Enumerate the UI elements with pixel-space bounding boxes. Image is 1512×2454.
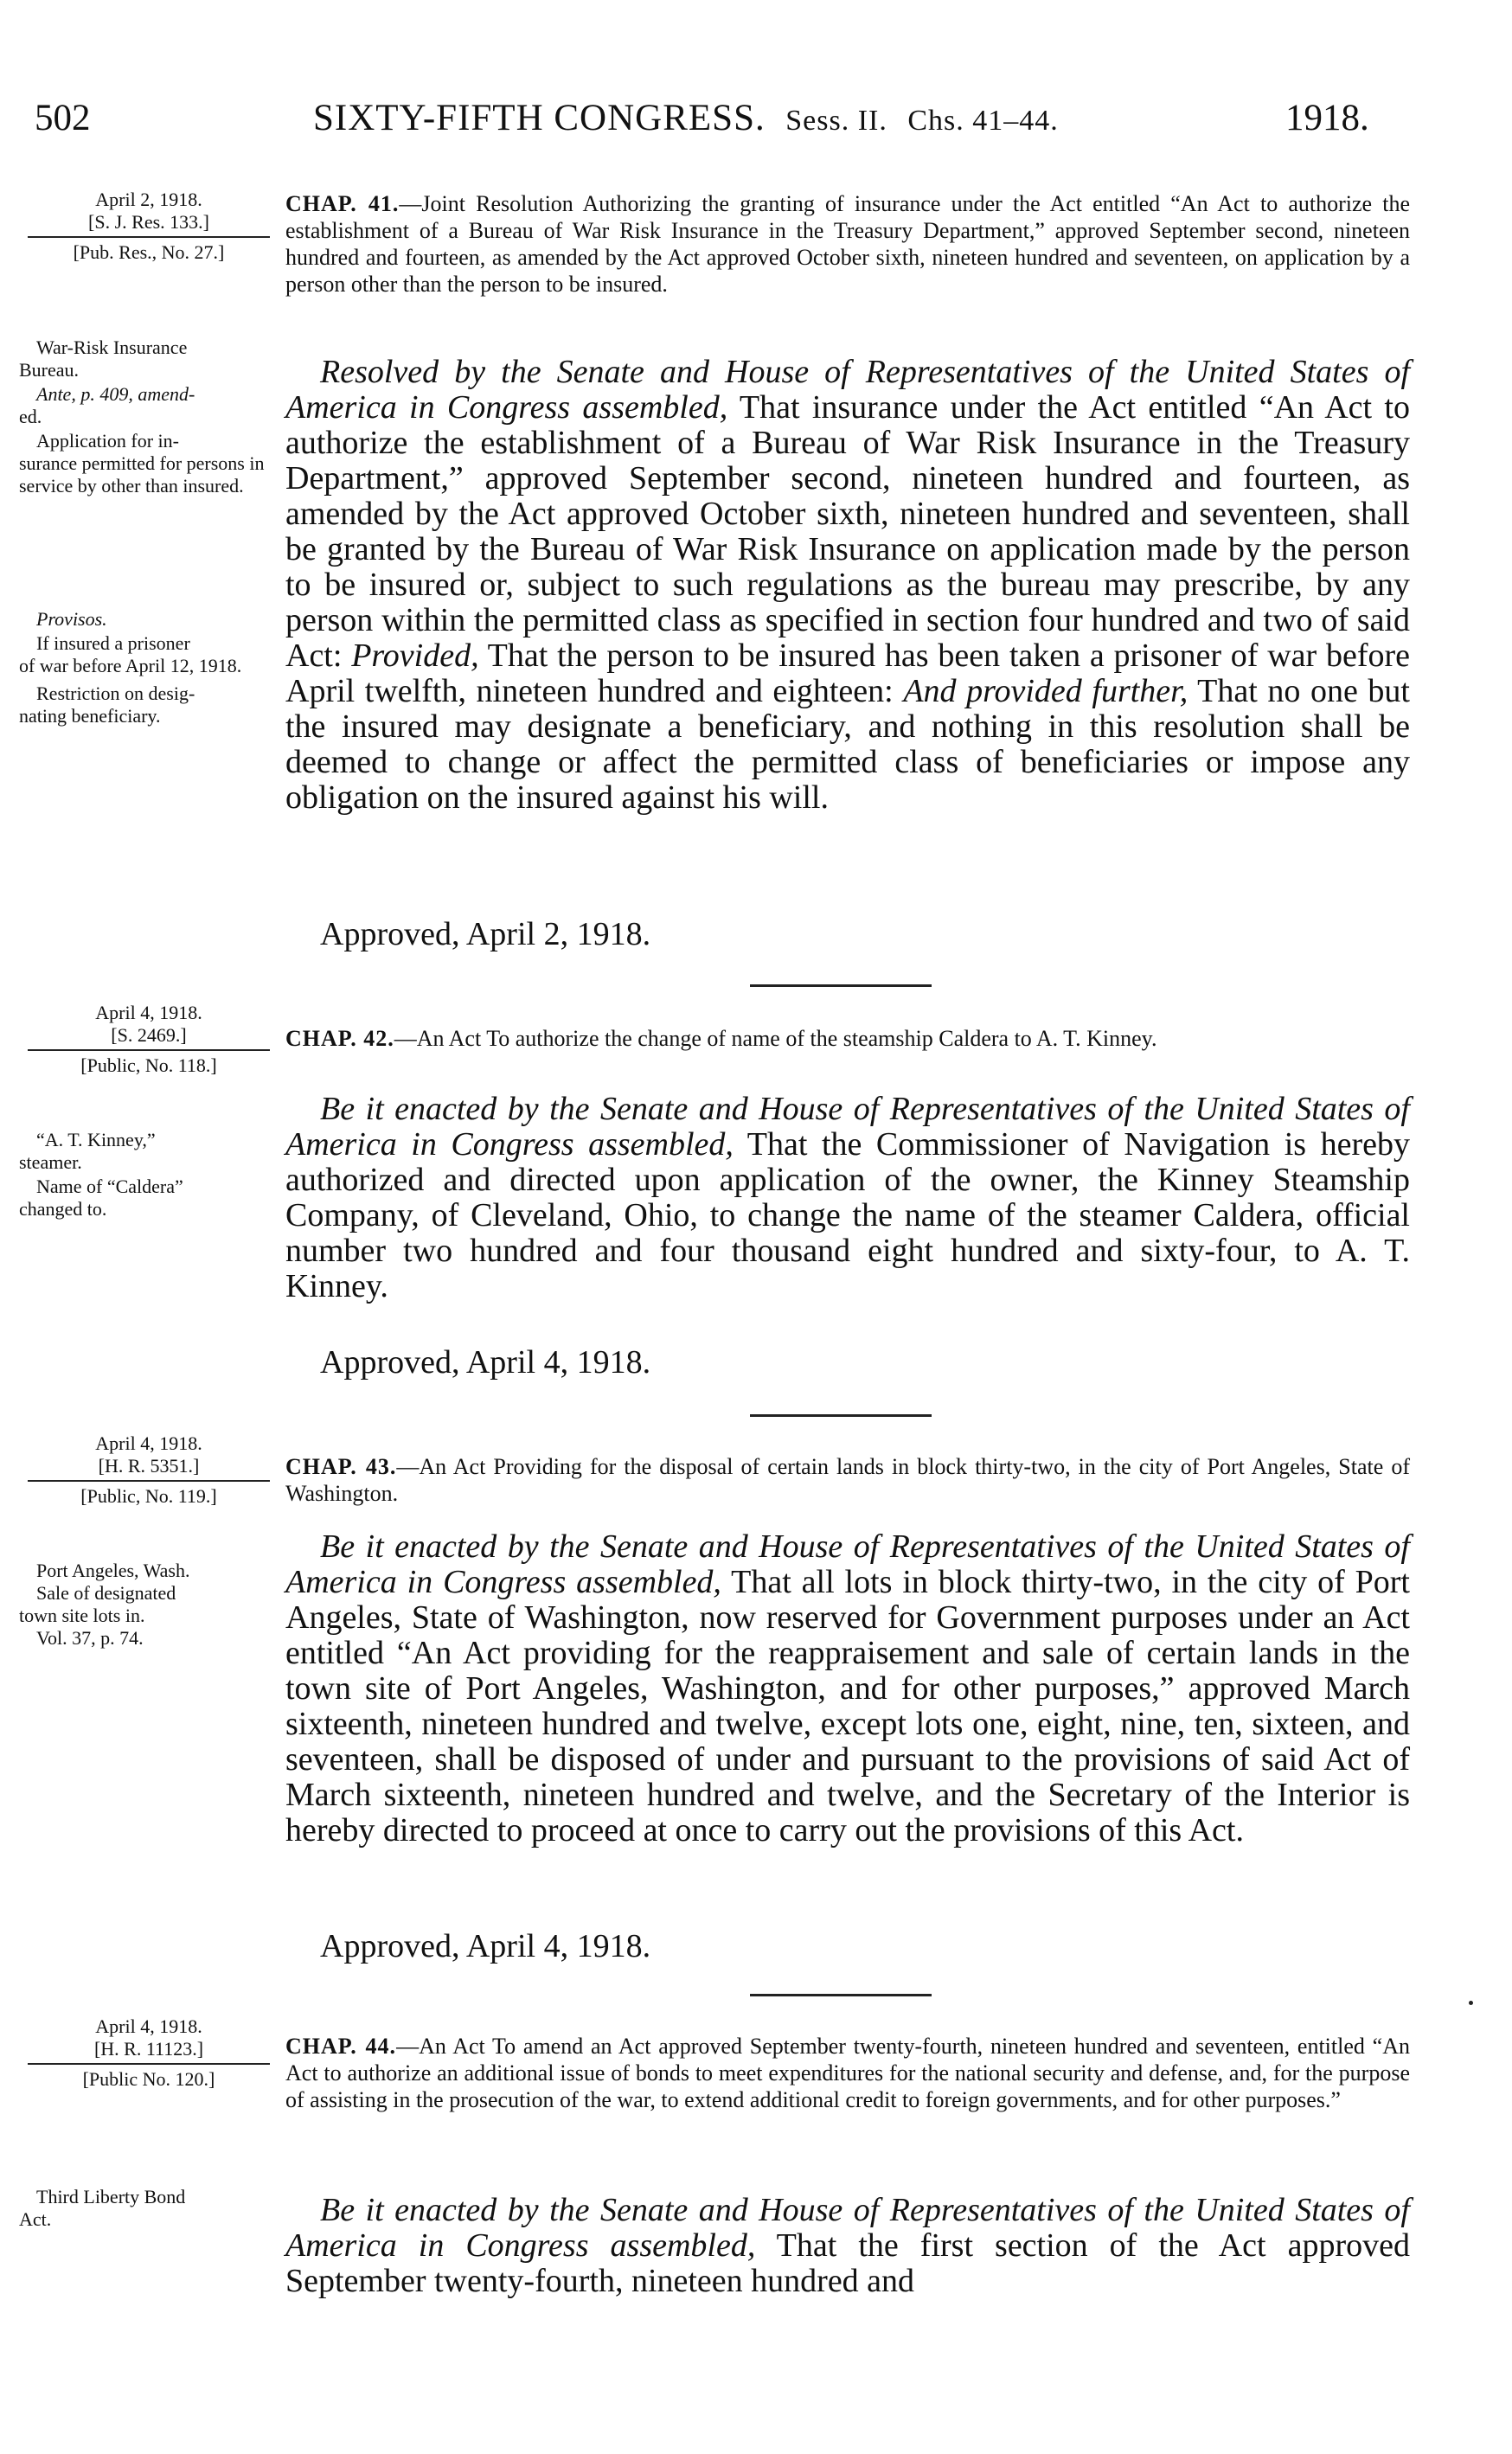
approval-date: April 2, 1918. xyxy=(95,189,202,210)
proviso-marker: And provided further, xyxy=(903,673,1188,709)
public-number: [Public, No. 119.] xyxy=(80,1485,217,1507)
side-note: Restriction on desig- nating beneficiary. xyxy=(19,682,195,727)
bill-number: [H. R. 11123.] xyxy=(93,2038,204,2060)
side-note: If insured a prisoner of war before April 12, 1918. xyxy=(19,632,242,676)
side-note: Name of “Caldera” changed to. xyxy=(19,1176,183,1220)
provisos-heading: Provisos. xyxy=(36,608,107,630)
enacting-clause: Be it enacted by the Senate and House of Representatives of the United States of America in Congress assembled, xyxy=(285,1528,1410,1600)
bill-number: [S. 2469.] xyxy=(111,1024,187,1046)
history-block xyxy=(19,1002,279,1077)
chapter-title: CHAP. 44.—An Act To amend an Act approved September twenty-fourth, nineteen hundred and seventeen, entitled “An Act to authorize an additional issue of bonds to meet expenditures for the national security and defense, and, for the purpose of assisting in the prosecution of the war, to extend additional credit to foreign governments, and for other purposes.” xyxy=(285,2034,1410,2112)
history-block xyxy=(19,189,279,264)
bill-number: [H. R. 5351.] xyxy=(98,1455,200,1477)
public-number: [Pub. Res., No. 27.] xyxy=(73,241,225,263)
proviso-marker: Provided, xyxy=(351,638,479,674)
margin-notes-chap-43 xyxy=(19,1432,279,1650)
approval-line: Approved, April 2, 1918. xyxy=(320,916,651,952)
side-note: Ante, p. 409, amend- ed. xyxy=(19,383,195,427)
approval-line: Approved, April 4, 1918. xyxy=(320,1928,651,1964)
history-rule xyxy=(28,1049,270,1051)
enacting-clause: Resolved by the Senate and House of Representatives of the United States of America in Congress assembled, xyxy=(285,354,1410,426)
section-separator xyxy=(750,984,932,987)
congress-title: SIXTY-FIFTH CONGRESS. xyxy=(313,98,766,138)
margin-notes-chap-41 xyxy=(19,189,279,727)
chapter-title: CHAP. 42.—An Act To authorize the change of name of the steamship Caldera to A. T. Kinney. xyxy=(285,1026,1157,1051)
history-block xyxy=(19,1432,279,1508)
header-year: 1918. xyxy=(1285,98,1369,138)
page-number: 502 xyxy=(35,98,91,138)
side-note: War-Risk Insurance Bureau. xyxy=(19,336,188,381)
chapter-label: CHAP. 42. xyxy=(285,1026,394,1051)
margin-notes-chap-42 xyxy=(19,1002,279,1221)
approval-date: April 4, 1918. xyxy=(95,2015,202,2037)
side-note: Sale of designated town site lots in. xyxy=(19,1582,176,1626)
section-separator xyxy=(750,1994,932,1996)
history-rule xyxy=(28,236,270,238)
running-title xyxy=(313,97,1059,139)
enacting-clause: Be it enacted by the Senate and House of Representatives of the United States of America in Congress assembled, xyxy=(285,2192,1410,2264)
chapter-label: CHAP. 41. xyxy=(285,191,400,216)
approval-date: April 4, 1918. xyxy=(95,1002,202,1023)
chapter-body: Resolved by the Senate and House of Representatives of the United States of America in Congress assembled, That insurance under the Act entitled “An Act to authorize the establishment of a Bureau of War Risk Insurance in the Treasury Department,” approved September second, nineteen hundred and fourteen, as amended by the Act approved October sixth, nineteen hundred and seventeen, shall be granted by the Bureau of War Risk Insurance on application made by the person to be insured or, subject to such regulations as the bureau may prescribe, by any person within the permitted class as specified in section four hundred and two of said Act: Provided, That the person to be insured has been taken a prisoner of war before April twelfth, nineteen hundred and eighteen: And provided further, That no one but the insured may designate a beneficiary, and nothing in this resolution shall be deemed to change or affect the permitted class of beneficiaries or impose any obligation on the insured against his will. xyxy=(285,354,1410,816)
history-rule xyxy=(28,2063,270,2065)
approval-line: Approved, April 4, 1918. xyxy=(320,1344,651,1381)
bill-number: [S. J. Res. 133.] xyxy=(88,211,209,233)
margin-notes-chap-44 xyxy=(19,2015,279,2231)
enacting-clause: Be it enacted by the Senate and House of Representatives of the United States of America in Congress assembled, xyxy=(285,1091,1410,1163)
chapter-body: Be it enacted by the Senate and House of Representatives of the United States of America in Congress assembled, That all lots in block thirty-two, in the city of Port Angeles, State of Washington, now reserved for Government purposes under an Act entitled “An Act providing for the reappraisement and sale of certain lands in the town site of Port Angeles, Washington, and for other purposes,” approved March sixteenth, nineteen hundred and twelve, except lots one, eight, nine, ten, sixteen, and seventeen, shall be disposed of under and pursuant to the provisions of said Act of March sixteenth, nineteen hundred and twelve, and the Secretary of the Interior is hereby directed to proceed at once to carry out the provisions of this Act. xyxy=(285,1528,1410,1849)
history-block xyxy=(19,2015,279,2091)
public-number: [Public No. 120.] xyxy=(82,2068,215,2090)
approval-date: April 4, 1918. xyxy=(95,1432,202,1454)
chapters-label: Chs. 41–44. xyxy=(907,105,1059,137)
stray-dot xyxy=(1469,2001,1473,2005)
side-note: Application for in- surance permitted for persons in service by other than insured. xyxy=(19,430,265,497)
chapter-title: CHAP. 41.—Joint Resolution Authorizing the granting of insurance under the Act entitled “An Act to authorize the establishment of a Bureau of War Risk Insurance in the Treasury Department,” approved September second, nineteen hundred and fourteen, as amended by the Act approved October sixth, nineteen hundred and seventeen, on application by a person other than the person to be insured. xyxy=(285,191,1410,297)
chapter-label: CHAP. 43. xyxy=(285,1454,397,1479)
side-note: Port Angeles, Wash. xyxy=(36,1560,190,1581)
chapter-label: CHAP. 44. xyxy=(285,2034,397,2059)
side-note: “A. T. Kinney,” steamer. xyxy=(19,1129,156,1173)
side-note: Third Liberty Bond Act. xyxy=(19,2186,186,2230)
side-note: Vol. 37, p. 74. xyxy=(36,1627,144,1649)
chapter-title: CHAP. 43.—An Act Providing for the disposal of certain lands in block thirty-two, in the city of Port Angeles, State of Washington. xyxy=(285,1454,1410,1506)
running-header xyxy=(0,97,1512,149)
history-rule xyxy=(28,1480,270,1482)
section-separator xyxy=(750,1414,932,1417)
chapter-body: Be it enacted by the Senate and House of Representatives of the United States of America in Congress assembled, That the first section of the Act approved September twenty-fourth, nineteen hundred and xyxy=(285,2192,1410,2299)
chapter-body: Be it enacted by the Senate and House of Representatives of the United States of America in Congress assembled, That the Commissioner of Navigation is hereby authorized and directed upon application of the owner, the Kinney Steamship Company, of Cleveland, Ohio, to change the name of the steamer Caldera, official number two hundred and four thousand eight hundred and sixty-four, to A. T. Kinney. xyxy=(285,1091,1411,1304)
public-number: [Public, No. 118.] xyxy=(80,1054,217,1076)
session-label: Sess. II. xyxy=(785,105,887,137)
